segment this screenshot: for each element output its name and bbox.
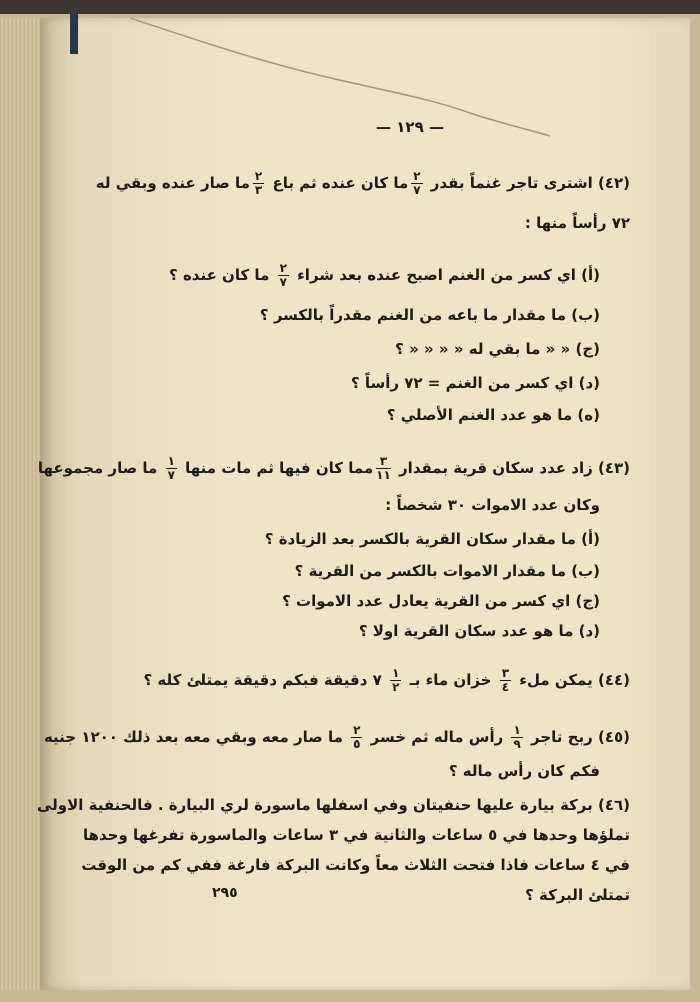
- text-segment: وكان عدد الاموات ٣٠ شخصاً :: [385, 496, 600, 514]
- text-line: [83, 826, 630, 844]
- fraction-numerator: ٣: [376, 455, 391, 469]
- text-segment: ٧٢ رأساً منها :: [524, 214, 630, 232]
- text-segment: ما كان عنده ثم باع: [267, 174, 409, 192]
- text-segment: مما كان فيها ثم مات منها: [179, 459, 374, 477]
- text-segment: (٤٥) ربح تاجر: [525, 728, 630, 746]
- fraction-denominator: ٧: [413, 183, 421, 197]
- text-segment: ما صار مجموعها: [37, 459, 163, 477]
- text-line: [387, 406, 600, 424]
- fraction-numerator: ٢: [413, 169, 421, 183]
- text-segment: رأس ماله ثم خسر: [365, 728, 509, 746]
- text-line: [265, 530, 600, 548]
- fraction-numerator: ٢: [353, 723, 361, 737]
- text-segment: تمتلئ البركة ؟: [525, 886, 630, 904]
- text-line: [169, 262, 600, 289]
- text-segment: فكم كان رأس ماله ؟: [448, 762, 600, 780]
- text-line: [351, 374, 600, 392]
- text-segment: (٤٣) زاد عدد سكان قرية بمقدار: [393, 459, 630, 477]
- text-segment: (٤٢) اشترى تاجر غنماً بقدر: [425, 174, 630, 192]
- text-line: [525, 214, 630, 232]
- fraction: [278, 262, 289, 289]
- text-segment: (أ) اي كسر من الغنم اصبح عنده بعد شراء: [291, 266, 600, 284]
- fraction: [253, 170, 264, 197]
- fraction: [351, 724, 362, 751]
- page-number: — ١٢٩ —: [376, 118, 444, 136]
- page-tear: [130, 18, 550, 138]
- text-line: [395, 340, 600, 358]
- text-segment: خزان ماء بـ: [404, 671, 497, 689]
- text-segment: (٤٦) بركة بيارة عليها حنفيتان وفي اسفلها ماسورة لري البيارة . فالحنفية الاولى: [36, 796, 630, 814]
- footer-number: ٢٩٥: [212, 885, 238, 901]
- fraction: [411, 170, 422, 197]
- text-segment: (أ) ما مقدار سكان القرية بالكسر بعد الزيادة ؟: [264, 530, 600, 548]
- spine-tab: [70, 14, 78, 54]
- fraction-denominator: ٣: [254, 183, 263, 197]
- text-segment: ٧ دقيقة فبكم دقيقة يمتلئ كله ؟: [143, 671, 388, 689]
- text-segment: (ب) ما مقدار الاموات بالكسر من القرية ؟: [294, 562, 600, 580]
- text-segment: (٤٤) يمكن ملء: [514, 671, 630, 689]
- text-segment: في ٤ ساعات فاذا فتحت الثلاث معاً وكانت البركة فارغة ففي كم من الوقت: [81, 856, 630, 874]
- fraction-denominator: ١١: [376, 468, 391, 482]
- fraction-numerator: ١: [513, 723, 521, 737]
- text-line: [144, 667, 631, 694]
- text-line: [44, 724, 630, 751]
- fraction-denominator: ٩: [513, 737, 521, 751]
- text-segment: تملؤها وحدها في ٥ ساعات والثانية في ٣ ساعات والماسورة تفرغها وحدها: [82, 826, 630, 844]
- fraction: [511, 724, 522, 751]
- fraction: [390, 667, 401, 694]
- text-line: [37, 796, 630, 814]
- text-segment: (ه) ما هو عدد الغنم الأصلي ؟: [386, 406, 600, 424]
- text-line: [449, 762, 600, 780]
- fraction-denominator: ٧: [167, 468, 175, 482]
- fraction-numerator: ١: [392, 666, 400, 680]
- text-segment: ما كان عنده ؟: [169, 266, 275, 284]
- text-line: [359, 622, 600, 640]
- fraction-numerator: ١: [167, 454, 175, 468]
- fraction-denominator: ٤: [501, 680, 510, 694]
- text-segment: (ج) « « ما بقي له « « « « ؟: [395, 340, 600, 358]
- text-segment: ما صار معه وبقي معه بعد ذلك ١٢٠٠ جنيه: [43, 728, 349, 746]
- text-line: [282, 592, 600, 610]
- fraction-denominator: ٧: [279, 275, 287, 289]
- fraction: [376, 455, 391, 482]
- fraction-denominator: ٢: [392, 680, 400, 694]
- text-line: [385, 496, 600, 514]
- text-line: [38, 455, 630, 482]
- text-line: [525, 886, 630, 904]
- fraction: [166, 455, 177, 482]
- text-segment: ما صار عنده وبقي له: [95, 174, 250, 192]
- fraction: [500, 667, 511, 694]
- text-line: [260, 306, 600, 324]
- text-line: [96, 170, 630, 197]
- text-segment: (ج) اي كسر من القرية يعادل عدد الاموات ؟: [282, 592, 600, 610]
- text-segment: (د) ما هو عدد سكان القرية اولا ؟: [358, 622, 600, 640]
- fraction-numerator: ٢: [254, 169, 263, 183]
- text-segment: (ب) ما مقدار ما باعه من الغنم مقدراً بالكسر ؟: [259, 306, 600, 324]
- fraction-denominator: ٥: [353, 737, 361, 751]
- text-line: [81, 856, 630, 874]
- text-segment: (د) اي كسر من الغنم = ٧٢ رأساً ؟: [350, 374, 600, 392]
- fraction-numerator: ٢: [279, 261, 287, 275]
- fraction-numerator: ٣: [501, 666, 510, 680]
- text-line: [295, 562, 600, 580]
